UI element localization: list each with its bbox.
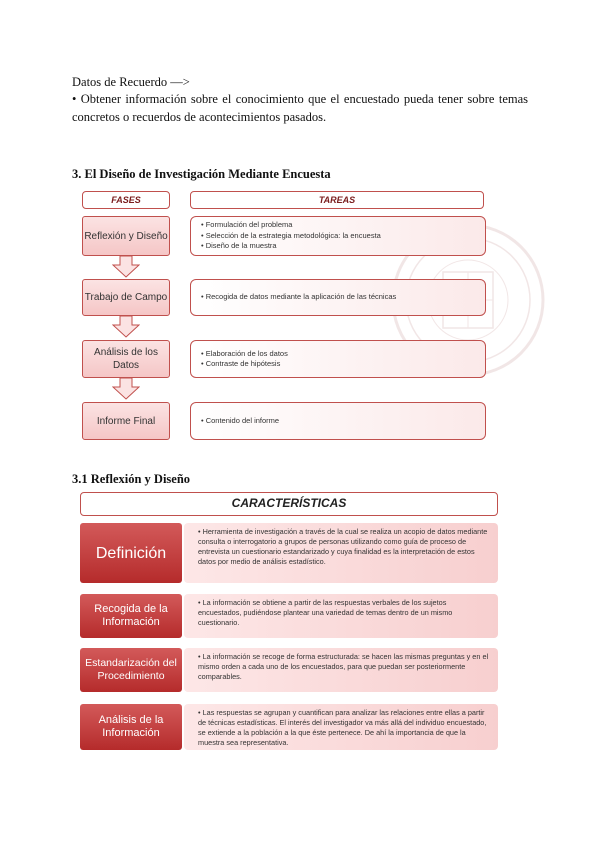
card-label: Definición xyxy=(95,544,167,562)
down-arrow-icon xyxy=(112,256,140,278)
tasks-analisis-datos xyxy=(190,340,486,378)
section-31-title: 3.1 Reflexión y Diseño xyxy=(72,472,191,486)
phase-informe-final xyxy=(82,402,170,440)
card-label: Análisis de la Información xyxy=(98,714,164,739)
tasks-trabajo-campo xyxy=(190,279,486,316)
tasks-informe-final xyxy=(190,402,486,440)
phase-analisis-datos xyxy=(82,340,170,378)
phase-label: Reflexión y Diseño xyxy=(84,230,168,242)
card-analisis-text: • Las respuestas se agrupan y cuantifican para analizar las relaciones entre ellas a partir de técnicas estadísticas. El interés del investigador va más allá del individuo encuestado, se extiende a la población a la que éste pertenece. De ahí la importancia de que la muestra sea representativa. xyxy=(184,704,498,750)
card-recogida-text: • La información se obtiene a partir de las respuestas verbales de los sujetos encuestados, pudiéndose plantear una variedad de temas dentro de un mismo cuestionario. xyxy=(184,594,498,638)
phase-trabajo-campo xyxy=(82,279,170,316)
down-arrow-icon xyxy=(112,316,140,338)
task-item: • Elaboración de los datos xyxy=(201,348,288,358)
task-item: • Contenido del informe xyxy=(201,415,280,425)
card-label: Recogida de la Información xyxy=(94,603,168,628)
task-item: • Selección de la estrategia metodológica: la encuesta xyxy=(201,230,381,240)
phase-reflexion-diseno xyxy=(82,216,170,256)
card-analisis-title xyxy=(80,704,182,750)
phase-label: Análisis de los Datos xyxy=(94,347,158,371)
tasks-reflexion-diseno xyxy=(190,216,486,256)
down-arrow-icon xyxy=(112,378,140,400)
card-label: Estandarización del Procedimiento xyxy=(85,657,177,682)
task-item: • Formulación del problema xyxy=(201,220,293,230)
intro-line: Datos de Recuerdo —> xyxy=(72,75,190,89)
section-3-title: 3. El Diseño de Investigación Mediante Encuesta xyxy=(72,167,331,181)
phase-label: Informe Final xyxy=(96,415,156,427)
header-fases: FASES xyxy=(82,191,170,209)
card-definicion-text: • Herramienta de investigación a través de la cual se realiza un acopio de datos mediante consulta o interrogatorio a grupos de personas utilizando como guía de proceso de entrevista un cuestionario estandarizado y cuya finalidad es la interpretación de estos datos por medio de análisis estadístico. xyxy=(184,523,498,583)
phase-label: Trabajo de Campo xyxy=(84,292,168,303)
intro-bullet: • Obtener información sobre el conocimiento que el encuestado pueda tener sobre temas concretos o recuerdos de acontecimientos pasados. xyxy=(72,92,528,124)
card-estandarizacion-text: • La información se recoge de forma estructurada: se hacen las mismas preguntas y en el mismo orden a cada uno de los encuestados, para que puedan ser posteriormente comparables. xyxy=(184,648,498,692)
task-item: • Diseño de la muestra xyxy=(201,241,277,251)
task-item: • Recogida de datos mediante la aplicación de las técnicas xyxy=(201,292,397,302)
task-item: • Contraste de hipótesis xyxy=(201,359,281,368)
caracteristicas-header: CARACTERÍSTICAS xyxy=(80,492,498,516)
card-recogida-title xyxy=(80,594,182,638)
header-tareas: TAREAS xyxy=(190,191,484,209)
card-definicion-title xyxy=(80,523,182,583)
card-estandarizacion-title xyxy=(80,648,182,692)
